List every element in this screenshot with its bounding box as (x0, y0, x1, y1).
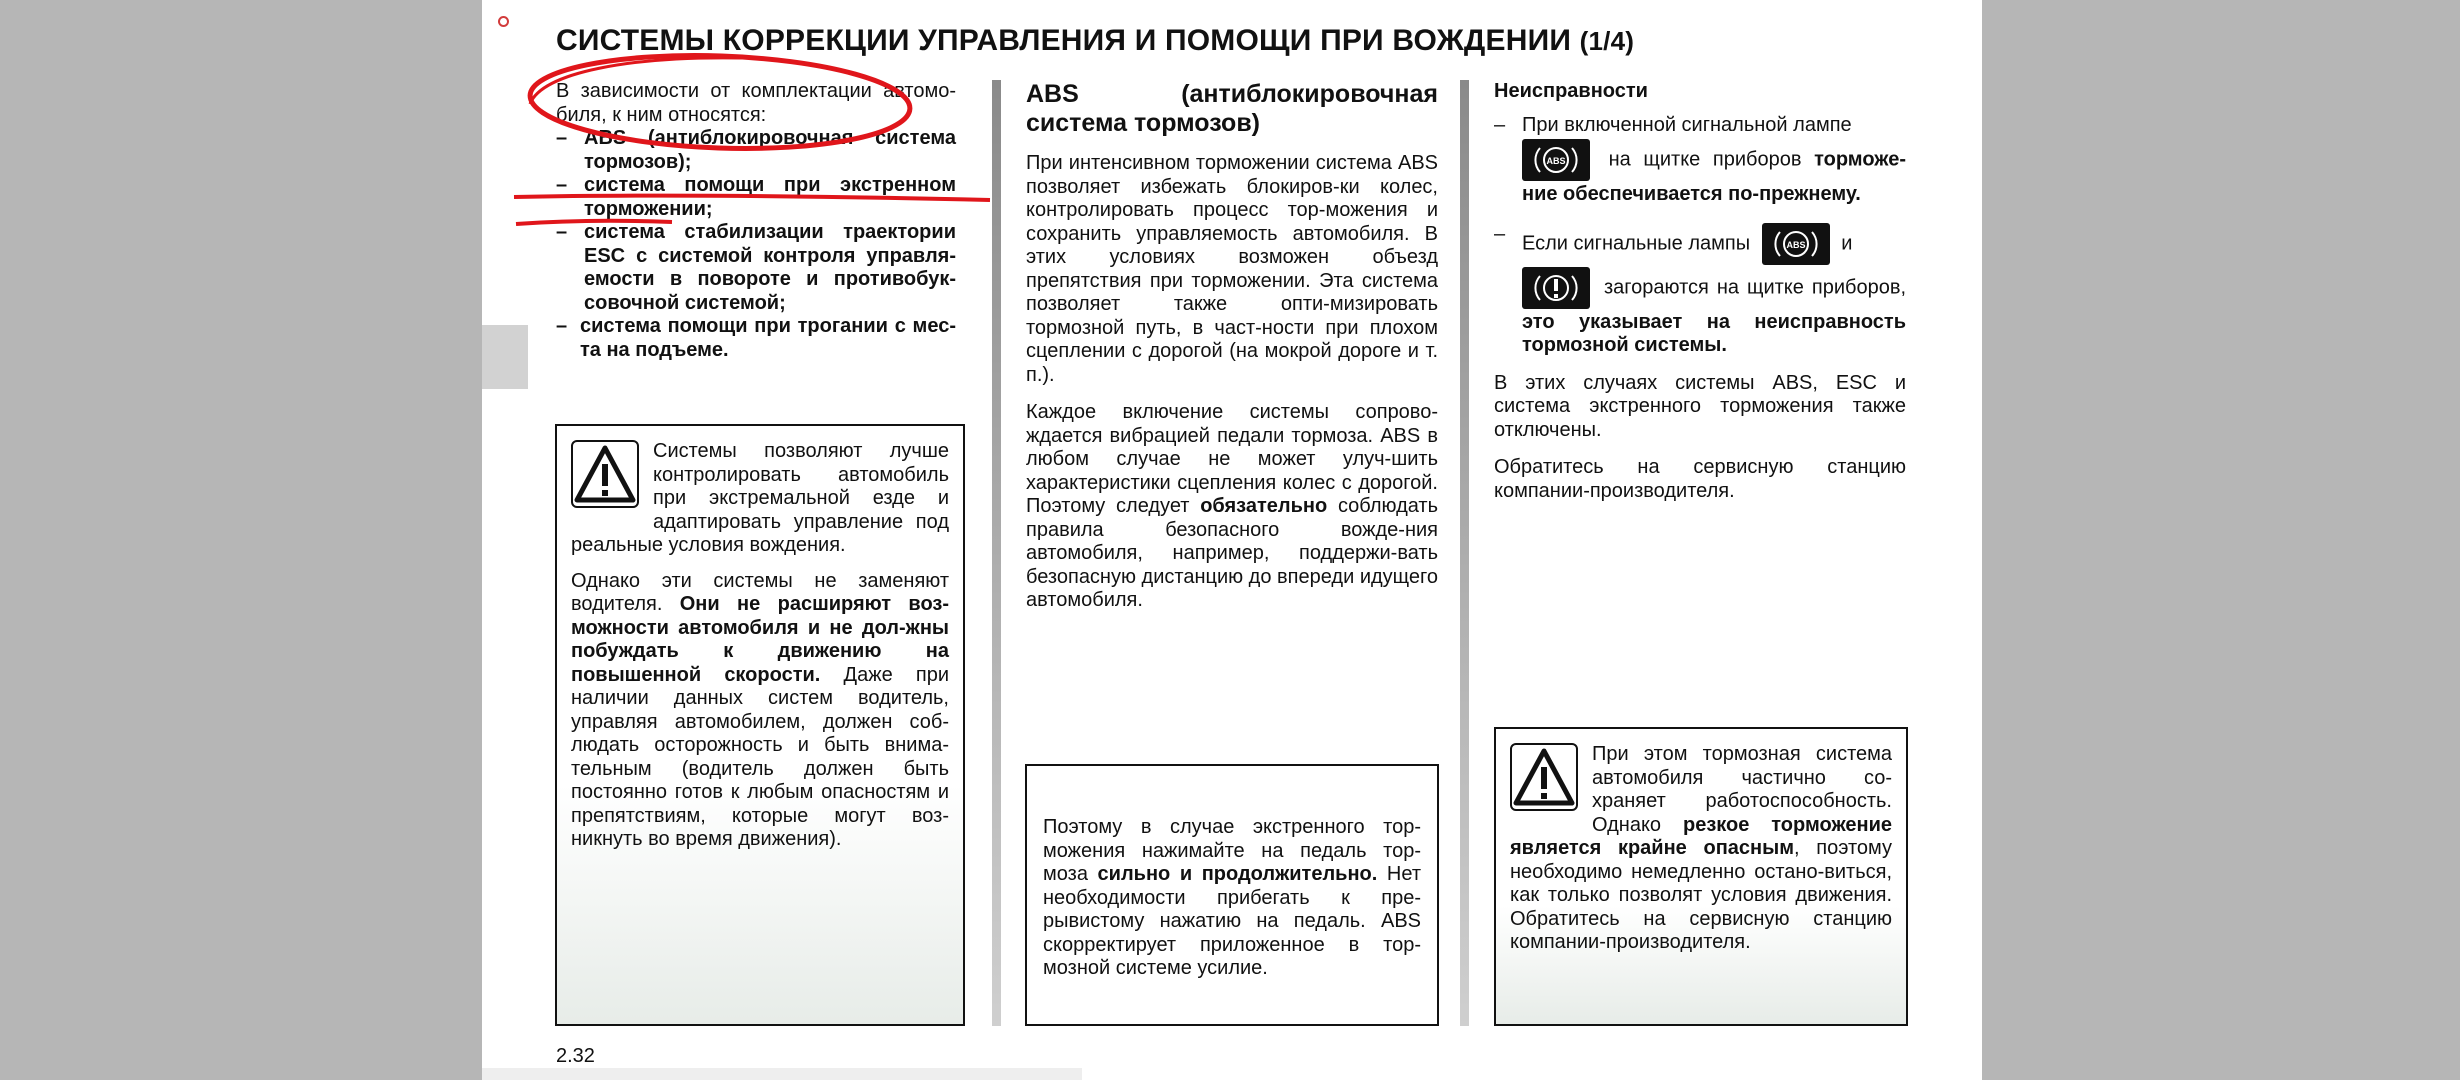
faults-paragraph-1: В этих случаях системы ABS, ESC и система экстренного торможения также отключены. (1494, 371, 1906, 441)
abs-warning-lamp-icon (1762, 223, 1830, 265)
page-number: 2.32 (556, 1045, 595, 1067)
page-title (556, 24, 1634, 58)
warning-right-text: При этом тормозная система автомобиля частично со-храняет работоспособность. Однако резкое торможение является крайне опасным, поэтому необходимо немедленно остано-виться, как только позволят условия движения. Обратитесь на сервисную станцию компании-производителя. (1510, 743, 1893, 953)
svg-text:ABS: ABS (1546, 156, 1566, 166)
page-bottom-strip (482, 1068, 1082, 1080)
faults-paragraph-2: Обратитесь на сервисную станцию компании-производителя. (1494, 456, 1906, 502)
column-left (556, 80, 956, 362)
note-box-middle (1025, 764, 1439, 1026)
warning-triangle-icon (571, 440, 639, 508)
warning-left-p1: Системы позволяют лучше контролировать автомобиль при экстремальной езде и адаптировать управление под реальные условия вождения. (571, 440, 949, 556)
column-middle (1026, 80, 1438, 627)
abs-warning-lamp-icon (1522, 139, 1590, 181)
faults-heading: Неисправности (1494, 80, 1648, 102)
warning-left-p2: Однако эти системы не заменяют водителя. Они не расширяют воз-можности автомобиля и не дол-жны побуждать к движению на повышенной скорости. Даже при наличии данных систем водитель, управляя автомобилем, должен соб-людать осторожность и быть внима-тельным (водитель должен быть постоянно готов к любым опасностям и препятствиям, которые могут воз-никнуть во время движения). (571, 569, 949, 850)
list-item: – система помощи при трогании с мес-та на подъеме. (556, 315, 956, 361)
column-divider (1460, 80, 1469, 1026)
abs-heading: ABS (антиблокировочная система тормозов) (1026, 80, 1438, 137)
page-title-part: (1/4) (1579, 26, 1635, 56)
warning-box-left (555, 424, 965, 1026)
fault-item-1: – При включенной сигнальной лампе ABS на щитке приборов торможе-ние обеспечивается по-прежнему. (1494, 113, 1906, 205)
abs-paragraph-2: Каждое включение системы сопрово-ждается вибрацией педали тормоза. ABS в любом случае не может улуч-шить характеристики сцепления колес с дорогой. Поэтому следует обязательно соблюдать правила безопасного вожде-ния автомобиля, например, поддержи-вать безопасную дистанцию до впереди идущего автомобиля. (1026, 401, 1439, 611)
abs-paragraph-1: При интенсивном торможении система ABS позволяет избежать блокиров-ки колес, контролировать процесс тор-можения и сохранить управляемость автомобиля. В этих условиях возможен объезд препятствия при торможении. Эта система позволяет также опти-мизировать тормозной путь, в част-ности при плохом сцеплении с дорогой (на мокрой дороге и т. п.). (1026, 152, 1438, 386)
column-divider (992, 80, 1001, 1026)
list-item: – система стабилизации траектории ESC с системой контроля управля-емости в повороте и противобук-совочной системой; (556, 221, 956, 314)
note-middle-text: Поэтому в случае экстренного тор-можения нажимайте на педаль тор-моза сильно и продолжительно. Нет необходимости прибегать к пре-рывистому нажатию на педаль. ABS скорректирует приложенное в тор-мозной системе усилие. (1043, 816, 1421, 979)
warning-triangle-icon (1510, 743, 1578, 811)
record-dot-icon (498, 16, 509, 27)
list-item: – ABS (антиблокировочная система тормозов); (556, 127, 956, 173)
column-right (1494, 80, 1906, 517)
col1-intro: В зависимости от комплектации автомо-биля, к ним относятся: (556, 80, 956, 126)
warning-box-right (1494, 727, 1908, 1026)
fault-item-2: – Если сигнальные лампы ABS и загораются на щитке приборов, это указывает на неисправность тормозной системы. (1494, 222, 1906, 356)
systems-list (556, 127, 956, 362)
brake-warning-lamp-icon (1522, 267, 1590, 309)
manual-page (482, 0, 1982, 1080)
section-tab-marker (482, 325, 528, 389)
list-item: – система помощи при экстренном торможении; (556, 174, 956, 220)
page-title-text: СИСТЕМЫ КОРРЕКЦИИ УПРАВЛЕНИЯ И ПОМОЩИ ПРИ ВОЖДЕНИИ (556, 24, 1572, 57)
svg-text:ABS: ABS (1786, 239, 1806, 250)
